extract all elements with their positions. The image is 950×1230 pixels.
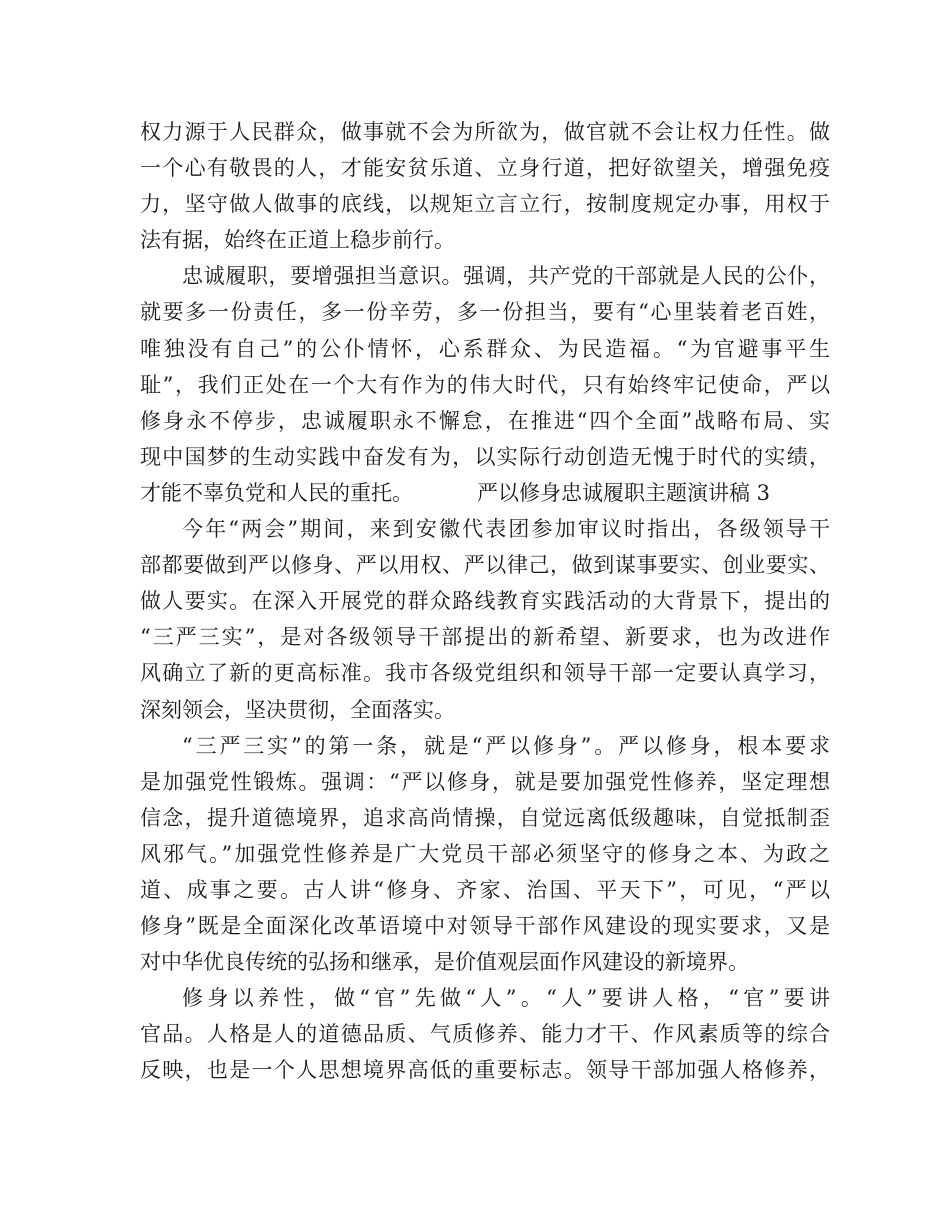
paragraph-first-line: 修身以养性，做“官”先做“人”。“人”要讲人格，“官”要讲 [182,986,830,1011]
section-title: 严以修身忠诚履职主题演讲稿 3 [477,480,771,505]
text-line: 官品。人格是人的道德品质、气质修养、能力才干、作风素质等的综合 [140,1022,830,1047]
text-line: 做人要实。在深入开展党的群众路线教育实践活动的大背景下，提出的 [140,589,830,614]
text-line: 一个心有敬畏的人，才能安贫乐道、立身行道，把好欲望关，增强免疫 [140,156,830,181]
text-line: 现中国梦的生动实践中奋发有为，以实际行动创造无愧于时代的实绩， [140,444,830,469]
text-line: 风确立了新的更高标准。我市各级党组织和领导干部一定要认真学习， [140,661,830,686]
paragraph-first-line: 今年“两会”期间，来到安徽代表团参加审议时指出，各级领导干 [182,517,830,542]
text-line: 力，坚守做人做事的底线，以规矩立言立行，按制度规定办事，用权于 [140,192,830,217]
text-line: “三严三实”，是对各级领导干部提出的新希望、新要求，也为改进作 [140,625,830,650]
text-line: 才能不辜负党和人民的重托。 [140,480,413,505]
text-line: 唯独没有自己”的公仆情怀，心系群众、为民造福。“为官避事平生 [140,336,830,361]
paragraph-first-line: “三严三实”的第一条，就是“严以修身”。严以修身，根本要求 [182,733,830,758]
text-line: 信念，提升道德境界，追求高尚情操，自觉远离低级趣味，自觉抵制歪 [140,805,830,830]
paragraph-first-line: 忠诚履职，要增强担当意识。强调，共产党的干部就是人民的公仆， [182,264,830,289]
text-line: 深刻领会，坚决贯彻，全面落实。 [140,697,455,722]
text-line: 风邪气。”加强党性修养是广大党员干部必须坚守的修身之本、为政之 [140,841,830,866]
text-line: 权力源于人民群众，做事就不会为所欲为，做官就不会让权力任性。做 [140,120,830,144]
text-line-with-title [140,475,830,511]
text-line: 对中华优良传统的弘扬和继承，是价值观层面作风建设的新境界。 [140,950,749,975]
text-line: 修身”既是全面深化改革语境中对领导干部作风建设的现实要求，又是 [140,914,830,939]
text-line: 法有据，始终在正道上稳步前行。 [140,228,455,253]
text-line: 道、成事之要。古人讲“修身、齐家、治国、平天下”，可见，“严以 [140,877,830,902]
text-line: 部都要做到严以修身、严以用权、严以律己，做到谋事要实、创业要实、 [140,553,830,578]
text-line: 是加强党性锻炼。强调：“严以修身，就是要加强党性修养，坚定理想 [140,769,830,794]
document-body [140,114,830,1089]
text-line: 修身永不停步，忠诚履职永不懈怠，在推进“四个全面”战略布局、实 [140,408,830,433]
text-line: 耻”，我们正处在一个大有作为的伟大时代，只有始终牢记使命，严以 [140,372,830,397]
text-line: 反映，也是一个人思想境界高低的重要标志。领导干部加强人格修养， [140,1058,830,1083]
text-line: 就要多一份责任，多一份辛劳，多一份担当，要有“心里装着老百姓， [140,300,830,325]
